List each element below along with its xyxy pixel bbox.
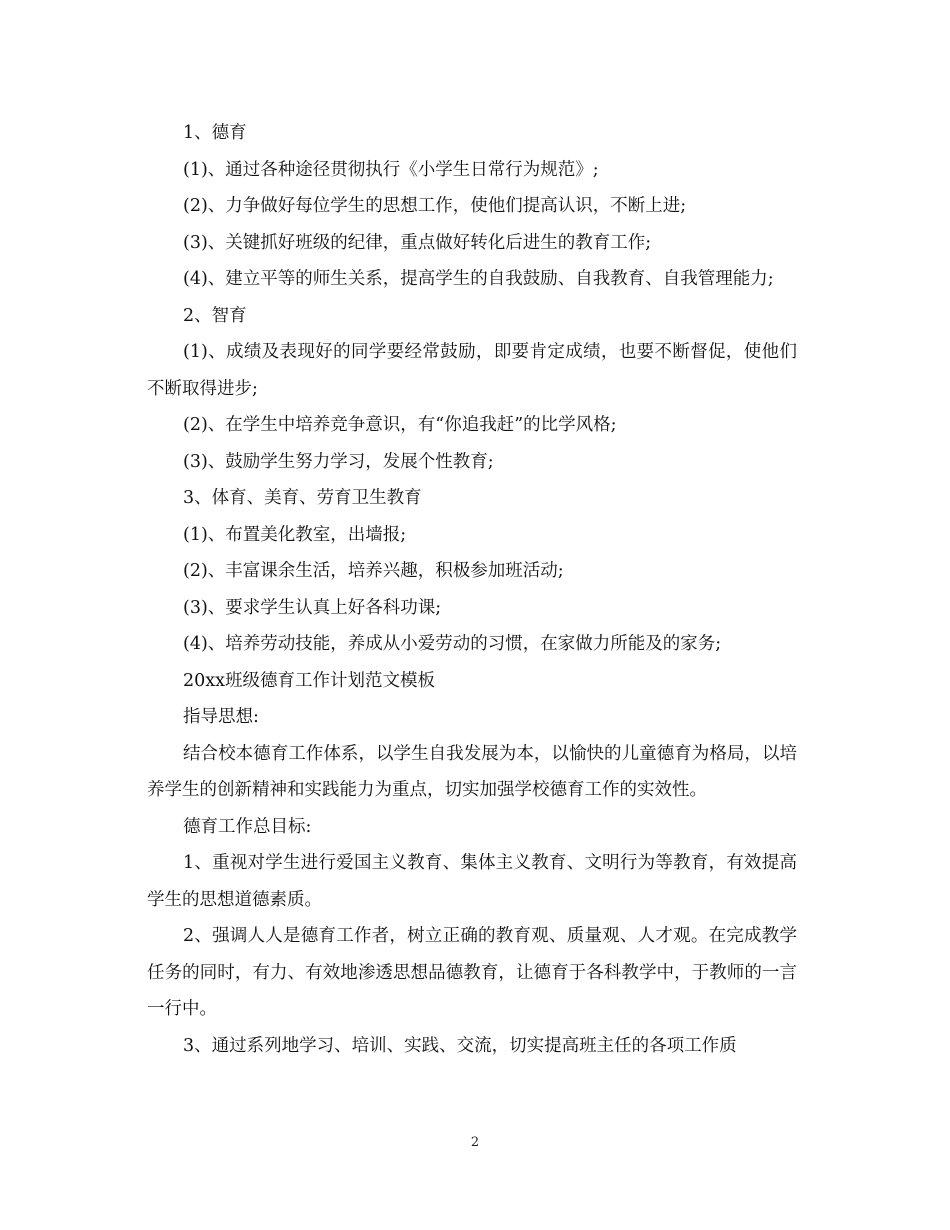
paragraph: (1)、成绩及表现好的同学要经常鼓励，即要肯定成绩，也要不断督促，使他们不断取得进步; bbox=[147, 342, 797, 399]
document-body bbox=[147, 115, 797, 1064]
paragraph: (2)、在学生中培养竞争意识，有“你追我赶”的比学风格; bbox=[183, 415, 617, 435]
page-number: 2 bbox=[470, 1135, 480, 1150]
paragraph: (1)、布置美化教室，出墙报; bbox=[183, 524, 407, 545]
subheading-guiding-idea: 指导思想: bbox=[183, 707, 259, 727]
paragraph: (4)、建立平等的师生关系，提高学生的自我鼓励、自我教育、自我管理能力; bbox=[183, 269, 774, 289]
subheading-overall-goal: 德育工作总目标: bbox=[183, 816, 312, 837]
section-heading-physical: 3、体育、美育、劳育卫生教育 bbox=[183, 488, 422, 508]
paragraph: (3)、关键抓好班级的纪律，重点做好转化后进生的教育工作; bbox=[183, 232, 652, 253]
paragraph: 结合校本德育工作体系，以学生自我发展为本，以愉快的儿童德育为格局，以培养学生的创新精神和实践能力为重点，切实加强学校德育工作的实效性。 bbox=[147, 743, 797, 800]
section-title: 20xx班级德育工作计划范文模板 bbox=[183, 670, 436, 691]
section-heading-moral: 1、德育 bbox=[183, 123, 247, 143]
paragraph: (2)、丰富课余生活，培养兴趣，积极参加班活动; bbox=[183, 561, 564, 581]
paragraph: 2、强调人人是德育工作者，树立正确的教育观、质量观、人才观。在完成教学任务的同时，有力、有效地渗透思想品德教育，让德育于各科教学中，于教师的一言一行中。 bbox=[147, 926, 797, 1019]
paragraph: (3)、鼓励学生努力学习，发展个性教育; bbox=[183, 451, 494, 472]
paragraph: 1、重视对学生进行爱国主义教育、集体主义教育、文明行为等教育，有效提高学生的思想道德素质。 bbox=[147, 853, 797, 910]
section-heading-intellectual: 2、智育 bbox=[183, 305, 247, 326]
paragraph: 3、通过系列地学习、培训、实践、交流，切实提高班主任的各项工作质 bbox=[183, 1035, 737, 1056]
paragraph: (4)、培养劳动技能，养成从小爱劳动的习惯，在家做力所能及的家务; bbox=[183, 634, 722, 654]
paragraph: (3)、要求学生认真上好各科功课; bbox=[183, 597, 442, 618]
paragraph: (1)、通过各种途径贯彻执行《小学生日常行为规范》; bbox=[183, 159, 599, 180]
paragraph: (2)、力争做好每位学生的思想工作，使他们提高认识，不断上进; bbox=[183, 196, 687, 216]
